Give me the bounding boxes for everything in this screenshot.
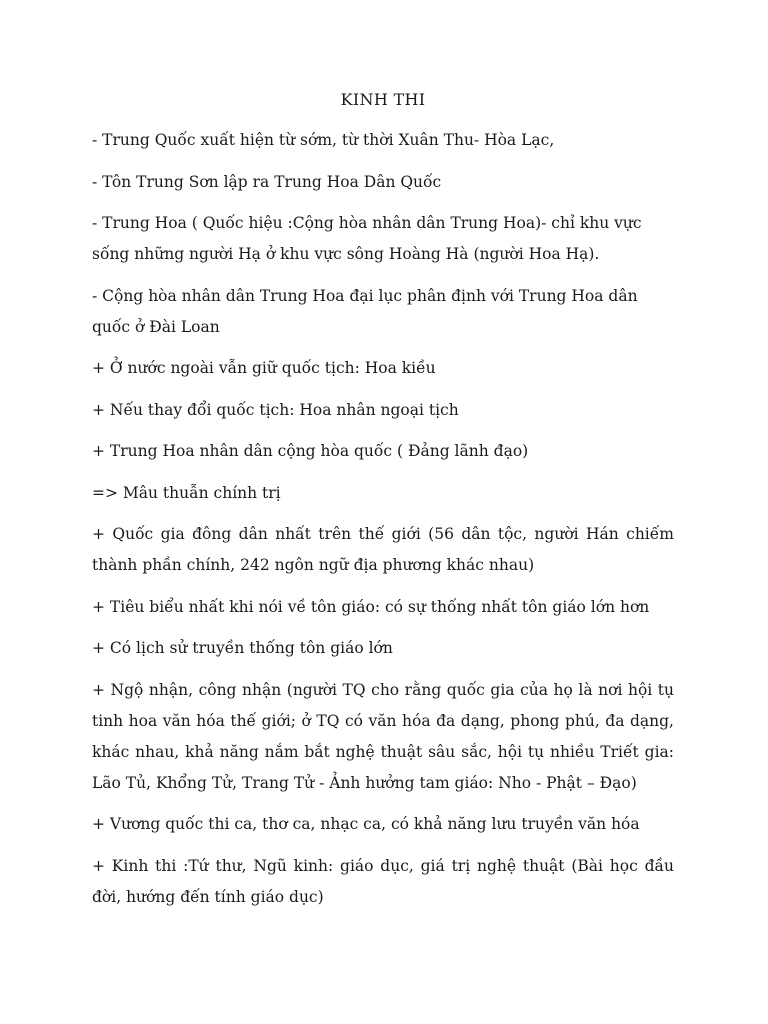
paragraph: + Trung Hoa nhân dân cộng hòa quốc ( Đảng lãnh đạo) [92, 442, 529, 460]
paragraph: + Vương quốc thi ca, thơ ca, nhạc ca, có khả năng lưu truyền văn hóa [92, 815, 640, 833]
paragraph: - Cộng hòa nhân dân Trung Hoa đại lục phân định với Trung Hoa dân quốc ở Đài Loan [92, 286, 638, 336]
paragraph: - Trung Hoa ( Quốc hiệu :Cộng hòa nhân dân Trung Hoa)- chỉ khu vực sống những người Hạ ở khu vực sông Hoàng Hà (người Hoa Hạ). [92, 214, 642, 263]
paragraph: + Tiêu biểu nhất khi nói về tôn giáo: có sự thống nhất tôn giáo lớn hơn [92, 597, 650, 616]
paragraph: + Quốc gia đông dân nhất trên thế giới (56 dân tộc, người Hán chiếm thành phần chính, 242 ngôn ngữ địa phương khác nhau) [92, 525, 674, 574]
document-title: KINH THI [340, 90, 426, 109]
paragraph: + Ngộ nhận, công nhận (người TQ cho rằng quốc gia của họ là nơi hội tụ tinh hoa văn hóa thế giới; ở TQ có văn hóa đa dạng, phong phú, đa dạng, khác nhau, khả năng nắm bắt nghệ thuật sâu sắc, hội tụ nhiều Triết gia: Lão Tủ, Khổng Tử, Trang Tử - Ảnh hưởng tam giáo: Nho - Phật – Đạo) [92, 680, 674, 792]
paragraph: => Mâu thuẫn chính trị [92, 483, 281, 502]
document-body [92, 84, 674, 923]
paragraph: - Trung Quốc xuất hiện từ sớm, từ thời Xuân Thu- Hòa Lạc, [92, 131, 555, 149]
paragraph: - Tôn Trung Sơn lập ra Trung Hoa Dân Quốc [92, 172, 442, 191]
paragraph: + Nếu thay đổi quốc tịch: Hoa nhân ngoại tịch [92, 400, 459, 419]
paragraph: + Kinh thi :Tứ thư, Ngũ kinh: giáo dục, giá trị nghệ thuật (Bài học đầu đời, hướng đến tính giáo dục) [92, 856, 674, 906]
paragraph: + Có lịch sử truyền thống tôn giáo lớn [92, 639, 393, 657]
paragraph: + Ở nước ngoài vẫn giữ quốc tịch: Hoa kiều [92, 359, 436, 377]
